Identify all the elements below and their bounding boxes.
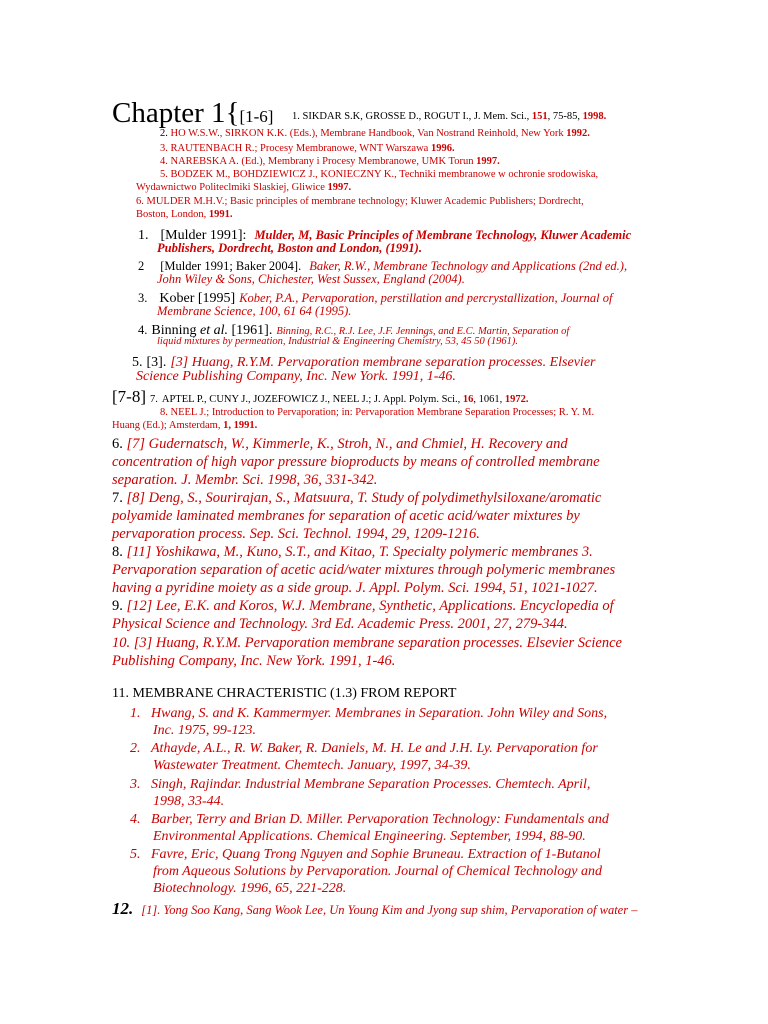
first-ref-5a: 5. BODZEK M., BOHDZIEWICZ J., KONIECZNY K., Techniki membranowe w ochronie srodowiska,: [160, 169, 599, 180]
first-ref-3: 3. RAUTENBACH R.; Procesy Membranowe, WNT Warszawa 1996.: [160, 143, 455, 154]
chapter-heading: [112, 99, 273, 128]
big-ref-8b: Pervaporation separation of acetic acid/water mixtures through polymeric membranes: [112, 562, 616, 578]
numbered-item-3a: 3. Kober [1995] Kober, P.A., Pervaporation, perstillation and percrystallization, Journal of: [138, 291, 613, 306]
s11-item-3b: 1998, 33-44.: [153, 794, 225, 809]
numbered-item-4a: 4. Binning et al. [1961]. Binning, R.C., R.J. Lee, J.F. Jennings, and E.C. Martin, Separation of: [138, 323, 570, 338]
numbered-item-1a: 1. [Mulder 1991]: Mulder, M, Basic Principles of Membrane Technology, Kluwer Academic: [138, 228, 632, 243]
numbered-item-2b: John Wiley & Sons, Chichester, West Sussex, England (2004).: [157, 272, 465, 286]
s11-item-4b: Environmental Applications. Chemical Engineering. September, 1994, 88-90.: [153, 829, 586, 844]
s11-item-5c: Biotechnology. 1996, 65, 221-228.: [153, 881, 347, 896]
s11-item-2a: 2. Athayde, A.L., R. W. Baker, R. Daniels, M. H. Le and J.H. Ly. Pervaporation for: [130, 741, 598, 756]
numbered-item-5a: 5. [3]. [3] Huang, R.Y.M. Pervaporation membrane separation processes. Elsevier: [132, 355, 596, 370]
s11-item-4a: 4. Barber, Terry and Brian D. Miller. Pervaporation Technology: Fundamentals and: [130, 812, 609, 827]
chapter-title: Chapter 1: [112, 97, 226, 129]
big-ref-9a: 9. [12] Lee, E.K. and Koros, W.J. Membrane, Synthetic, Applications. Encyclopedia of: [112, 598, 614, 614]
chapter-brace: {: [225, 97, 240, 129]
big-ref-6b: concentration of high vapor pressure bioproducts by means of controlled membrane: [112, 454, 600, 470]
first-ref-5b: Wydawnictwo Politeclmiki Slaskiej, Gliwice 1997.: [136, 182, 352, 193]
first-ref-6a: 6. MULDER M.H.V.; Basic principles of membrane technology; Kluwer Academic Publishers; Dordrecht,: [136, 196, 584, 207]
block-7-8-c: Huang (Ed.); Amsterdam, 1, 1991.: [112, 420, 258, 431]
chapter-range: [1-6]: [239, 107, 274, 126]
item-12: 12. [1]. Yong Soo Kang, Sang Wook Lee, Un Young Kim and Jyong sup shim, Pervaporation of water –: [112, 899, 638, 918]
big-ref-7c: pervaporation process. Sep. Sci. Technol. 1994, 29, 1209-1216.: [112, 526, 480, 542]
block-7-8-b: 8. NEEL J.; Introduction to Pervaporation; in: Pervaporation Membrane Separation Processes; R. Y. M.: [160, 407, 595, 418]
s11-item-1b: Inc. 1975, 99-123.: [153, 723, 257, 738]
s11-item-5a: 5. Favre, Eric, Quang Trong Nguyen and Sophie Bruneau. Extraction of 1-Butanol: [130, 847, 601, 862]
s11-item-2b: Wastewater Treatment. Chemtech. January, 1997, 34-39.: [153, 758, 471, 773]
big-ref-10b: Publishing Company, Inc. New York. 1991, 1-46.: [112, 653, 396, 669]
s11-item-3a: 3. Singh, Rajindar. Industrial Membrane Separation Processes. Chemtech. April,: [130, 777, 591, 792]
big-ref-8a: 8. [11] Yoshikawa, M., Kuno, S.T., and Kitao, T. Specialty polymeric membranes 3.: [112, 544, 593, 560]
numbered-item-2a: 2 [Mulder 1991; Baker 2004]. Baker, R.W., Membrane Technology and Applications (2nd ed.),: [138, 259, 628, 273]
big-ref-7b: polyamide laminated membranes for separation of acetic acid/water mixtures by: [112, 508, 580, 524]
numbered-item-4b: liquid mixtures by permeation, Industrial & Engineering Chemistry, 53, 45 50 (1961).: [157, 336, 518, 347]
big-ref-6a: 6. [7] Gudernatsch, W., Kimmerle, K., Stroh, N., and Chmiel, H. Recovery and: [112, 436, 568, 452]
section-11-heading: 11. MEMBRANE CHRACTERISTIC (1.3) FROM REPORT: [112, 686, 457, 701]
s11-item-1a: 1. Hwang, S. and K. Kammermyer. Membranes in Separation. John Wiley and Sons,: [130, 706, 608, 721]
s11-item-5b: from Aqueous Solutions by Pervaporation. Journal of Chemical Technology and: [153, 864, 603, 879]
big-ref-6c: separation. J. Membr. Sci. 1998, 36, 331-342.: [112, 472, 378, 488]
big-ref-10a: 10. [3] Huang, R.Y.M. Pervaporation membrane separation processes. Elsevier Science: [112, 635, 622, 651]
big-ref-8c: having a pyridine moiety as a side group. J. Appl. Polym. Sci. 1994, 51, 1021-1027.: [112, 580, 598, 596]
big-ref-9b: Physical Science and Technology. 3rd Ed. Academic Press. 2001, 27, 279-344.: [112, 616, 568, 632]
first-ref-2: 2. HO W.S.W., SIRKON K.K. (Eds.), Membrane Handbook, Van Nostrand Reinhold, New York 1992.: [160, 128, 590, 139]
numbered-item-3b: Membrane Science, 100, 61 64 (1995).: [157, 304, 352, 318]
numbered-item-1b: Publishers, Dordrecht, Boston and London, (1991).: [157, 241, 422, 255]
first-ref-4: 4. NAREBSKA A. (Ed.), Membrany i Procesy Membranowe, UMK Torun 1997.: [160, 156, 500, 167]
first-ref-1: 1. SIKDAR S.K, GROSSE D., ROGUT I., J. Mem. Sci., 151, 75-85, 1998.: [292, 111, 607, 122]
numbered-item-5b: Science Publishing Company, Inc. New York. 1991, 1-46.: [136, 369, 456, 384]
block-7-8-a: [7-8] 7. APTEL P., CUNY J., JOZEFOWICZ J., NEEL J.; J. Appl. Polym. Sci., 16, 1061, 1972.: [112, 387, 529, 406]
first-ref-6b: Boston, London, 1991.: [136, 209, 233, 220]
big-ref-7a: 7. [8] Deng, S., Sourirajan, S., Matsuura, T. Study of polydimethylsiloxane/aromatic: [112, 490, 602, 506]
